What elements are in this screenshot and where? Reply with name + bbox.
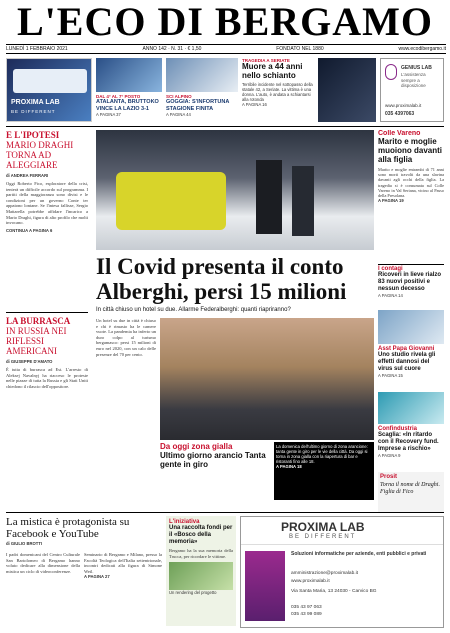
right-ref: A PAGINA 9 bbox=[378, 453, 401, 458]
ad-brand: PROXIMA LAB bbox=[281, 520, 365, 534]
site: www.ecodibergamo.it bbox=[398, 46, 446, 52]
bottom-body1: I padri domenicani del Centro Culturale San Bartolomeo di Bergamo hanno voluto dedicare alla dimensione della mistica un ciclo di videoconferenze. bbox=[6, 552, 80, 574]
asst-photo bbox=[378, 392, 444, 424]
atalanta-photo bbox=[96, 58, 162, 92]
divider bbox=[6, 312, 88, 313]
right-title: Scaglia: «In ritardo con il Recovery fund. Imprese a rischio» bbox=[378, 432, 439, 452]
rendering-image bbox=[169, 562, 233, 590]
issue-date: LUNEDÌ 1 FEBBRAIO 2021 bbox=[6, 46, 68, 52]
bottom-title: La mistica è protagonista su Facebook e YouTube bbox=[6, 516, 130, 540]
bottom-ref: A PAGINA 27 bbox=[84, 574, 110, 580]
side-story[interactable] bbox=[378, 130, 444, 258]
main-body bbox=[96, 318, 156, 438]
story-confindustria[interactable] bbox=[378, 426, 444, 468]
teaser-title: GOGGIA: S'INFORTUNA STAGIONE FINITA bbox=[166, 99, 230, 112]
bottom-headline[interactable] bbox=[6, 516, 162, 550]
right-title: Uno studio rivela gli effetti dannosi del virus sul cuore bbox=[378, 352, 436, 372]
feature-russia[interactable] bbox=[6, 316, 88, 510]
ad-top-left[interactable] bbox=[6, 58, 92, 122]
teaser-ref: A PAGINA 16 bbox=[242, 102, 267, 107]
laptop-image bbox=[13, 69, 87, 93]
main-headline[interactable] bbox=[96, 254, 376, 316]
zone-caption-text: La domenica dell'ultimo giorno di zona arancione: tanta gente in giro per le vie della città. Da oggi si torna in zona gialla con la riapertura di bar e ristoranti fino alle 18. bbox=[276, 444, 368, 464]
teaser-text: Terribile incidente nel sottopasso della statale 42, a Seriate. La vittima è una donna. L'auto, è andata a schiantarsi alla rotonda bbox=[242, 82, 313, 102]
dateline bbox=[6, 44, 446, 54]
editorial-title: MARIO DRAGHI TORNA AD ALEGGIARE bbox=[6, 140, 74, 170]
side-title: Marito e moglie muoiono davanti alla figlia bbox=[378, 137, 442, 164]
rescue-photo bbox=[96, 130, 374, 250]
ad-bottom[interactable] bbox=[240, 516, 444, 628]
ad-tagline: BE DIFFERENT bbox=[11, 109, 56, 114]
ad-phone1: 035 43 97 063 bbox=[291, 605, 322, 610]
teaser-kicker: DAL 4° AL 7° POSTO bbox=[96, 94, 141, 99]
teaser-kicker: SCI ALPINO bbox=[166, 94, 192, 99]
bottom-col1 bbox=[6, 552, 80, 630]
story-asst[interactable] bbox=[378, 346, 444, 390]
teaser-ref: A PAGINA 37 bbox=[96, 112, 121, 117]
ad-tagline: BE DIFFERENT bbox=[289, 534, 357, 540]
feature-author: di GIUSEPPE D'AMATO bbox=[6, 359, 53, 364]
ad-email: amministrazione@proximalab.it bbox=[291, 571, 358, 576]
right-ref: A PAGINA 14 bbox=[378, 293, 403, 298]
ad-phone: 035 4397063 bbox=[385, 111, 415, 117]
feature-body: È tutta di burrasca ad Est. L'arresto di Aleksej Navalnyj ha riacceso le proteste nelle piazze di tutta la Russia e gli Stati Uniti chiedono il rilascio dell'oppositore. bbox=[6, 367, 88, 389]
ad-address: Via Santa Maria, 13 24030 - Carvico BG bbox=[291, 589, 377, 594]
side-kicker: Colle Vareno bbox=[378, 130, 421, 137]
initiative-title: Una raccolta fondi per il «Bosco della memoria» bbox=[169, 525, 233, 545]
ad-text: L'assistenza sempre a disposizione bbox=[401, 72, 426, 88]
teaser-ref: A PAGINA 44 bbox=[166, 112, 191, 117]
divider bbox=[378, 264, 444, 265]
teaser-seriate[interactable] bbox=[242, 58, 316, 122]
founded: FONDATO NEL 1880 bbox=[276, 46, 324, 52]
divider bbox=[6, 512, 444, 513]
initiative-caption: Un rendering del progetto bbox=[169, 590, 217, 596]
right-kicker: Confindustria bbox=[378, 426, 417, 432]
editorial-ref: CONTINUA A PAGINA 6 bbox=[6, 227, 53, 233]
editorial-kicker: E L'IPOTESI bbox=[6, 130, 60, 140]
side-body: Marito e moglie entrambi di 71 anni sono morti travolti da una slavina davanti agli occhi della figlia. La tragedia si è consumata sul Colle Vareno in Val Seriana, vicino al Passo della Presolana. bbox=[378, 167, 444, 199]
rescue-vehicle bbox=[116, 172, 226, 230]
right-kicker: I contagi bbox=[378, 266, 403, 272]
ad-header bbox=[241, 517, 443, 545]
ad-site: www.proximalab.it bbox=[291, 579, 330, 584]
main-body-text: Un hotel su due in città è chiuso e chi è rimasto ha le camere vuote. La pandemia ha inferto un duro colpo al turismo bergamasco: persi 15 milioni di euro nel 2020, con un calo delle presenze del 70 per cento. bbox=[96, 318, 156, 357]
divider bbox=[6, 126, 444, 127]
headline-sub: In città chiuso un hotel su due. Allarme Federalberghi: quanti riapriranno? bbox=[96, 307, 291, 313]
ad-services: Soluzioni informatiche per aziende, enti pubblici e privati bbox=[291, 551, 427, 557]
initiative[interactable] bbox=[166, 516, 236, 626]
zone-title: Da oggi zona gialla bbox=[160, 442, 233, 451]
teaser-goggia[interactable] bbox=[166, 94, 238, 122]
teaser-title: Muore a 44 anni nello schianto bbox=[242, 62, 303, 80]
teaser-title: ATALANTA, BRUTTOKO VINCE LA LAZIO 3-1 bbox=[96, 99, 159, 112]
teaser-kicker: TRAGEDIA A SERIATE bbox=[242, 58, 290, 63]
zone-ref: A PAGINA 18 bbox=[276, 464, 302, 469]
rescuer bbox=[256, 160, 282, 234]
initiative-body: Bergamo ha la sua memoria della Trucca, per ricordare le vittime. bbox=[169, 548, 233, 559]
zone-story[interactable] bbox=[160, 442, 272, 500]
initiative-kicker: L'iniziativa bbox=[169, 519, 200, 525]
teaser-atalanta[interactable] bbox=[96, 94, 162, 122]
editorial[interactable] bbox=[6, 130, 88, 310]
bottom-col2 bbox=[84, 552, 162, 630]
ad-title: GENIUS LAB bbox=[401, 65, 432, 71]
contagi-photo bbox=[378, 310, 444, 344]
ad-top-right[interactable] bbox=[380, 58, 444, 122]
ad-phone2: 035 43 99 089 bbox=[291, 612, 322, 617]
story-prosit[interactable] bbox=[378, 472, 444, 512]
right-ref: A PAGINA 15 bbox=[378, 373, 403, 378]
street-photo bbox=[160, 318, 374, 440]
editorial-author: di ANDREA FERRARI bbox=[6, 173, 49, 178]
headline-line2: Alberghi, persi 15 milioni bbox=[96, 279, 347, 304]
bottom-author: di GIULIO BROTTI bbox=[6, 541, 43, 546]
right-kicker: Prosit bbox=[380, 474, 398, 480]
newspaper-title: L'ECO DI BERGAMO bbox=[16, 0, 434, 44]
ad-site: www.proximalab.it bbox=[385, 103, 422, 108]
zone-caption bbox=[274, 442, 374, 500]
right-title: Ricoveri in lieve rialzo 83 nuovi positivi e nessun decesso bbox=[378, 272, 442, 292]
side-ref: A PAGINA 19 bbox=[378, 198, 404, 204]
right-kicker: Asst Papa Giovanni bbox=[378, 346, 435, 352]
masthead bbox=[0, 0, 450, 46]
crash-photo bbox=[318, 58, 376, 122]
ad-brand: PROXIMA LAB bbox=[11, 99, 60, 106]
feature-kicker: LA BURRASCA bbox=[6, 316, 71, 326]
editorial-body: Oggi Roberto Fico, esploratore della crisi, tenterà un difficile accordo sul programma. I partiti della maggioranza sono divisi e le condizioni per un governo Conte ter appaiono lontane. Se l'intesa fallisse, Sergio Mattarella potrebbe affidare l'incarico a Mario Draghi, figura di alto profilo che molti invocano. bbox=[6, 181, 88, 226]
zone-sub: Ultimo giorno arancio Tanta gente in giro bbox=[160, 451, 266, 469]
bottom-body2: Seminario di Bergamo e Milano, presso la Facoltà Teologica dell'Italia settentrionale, incontri dedicati alla figura di Simone Weil. bbox=[84, 552, 162, 574]
right-title: Torna il nome di Draghi. Figlia di Fico bbox=[380, 482, 440, 495]
feature-title: IN RUSSIA NEI RIFLESSI AMERICANI bbox=[6, 326, 67, 356]
headline-line1: Il Covid presenta il conto bbox=[96, 254, 344, 279]
ad-image bbox=[245, 551, 285, 621]
lightbulb-icon bbox=[385, 64, 397, 80]
goggia-photo bbox=[166, 58, 238, 92]
rescuer bbox=[292, 166, 314, 236]
issue-price: ANNO 142 · N. 31 · € 1,50 bbox=[142, 46, 202, 52]
